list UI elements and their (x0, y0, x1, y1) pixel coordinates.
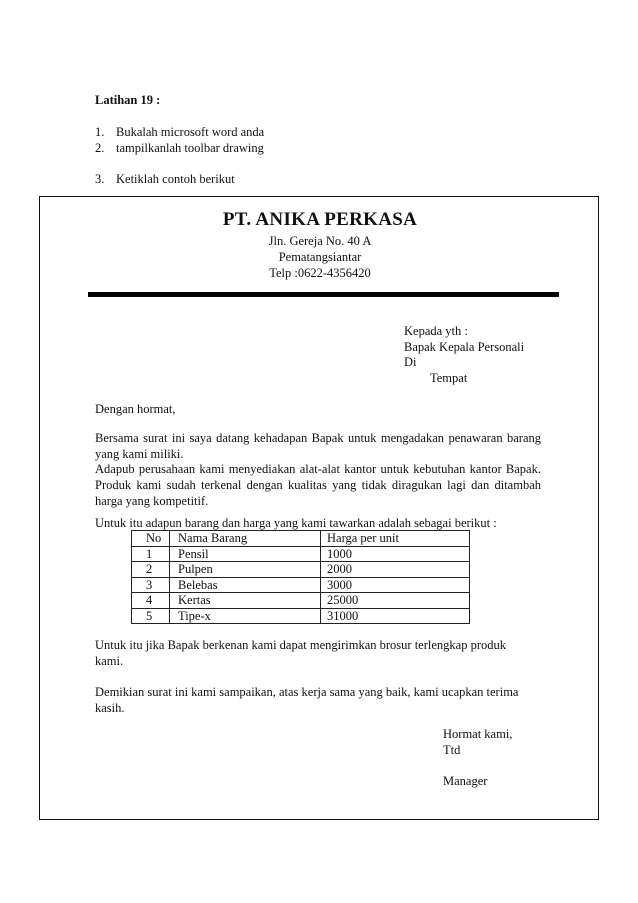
step-number: 1. (95, 125, 105, 139)
cell-unit-price: 31000 (321, 608, 470, 624)
recipient-line-2: Bapak Kepala Personali (404, 340, 525, 354)
cell-item-name: Pensil (170, 546, 321, 562)
cell-item-name: Belebas (170, 577, 321, 593)
table-row (132, 577, 470, 593)
table-header-row (132, 531, 470, 547)
exercise-title: Latihan 19 : (95, 93, 161, 107)
step-1 (95, 125, 265, 140)
cell-item-name: Pulpen (170, 562, 321, 578)
cell-item-name: Tipe-x (170, 608, 321, 624)
company-phone: Telp :0622-4356420 (269, 266, 371, 280)
cell-no: 1 (132, 546, 170, 562)
paragraph-brochure: Untuk itu jika Bapak berkenan kami dapat mengirimkan brosur terlengkap produk kami. (95, 638, 506, 668)
cell-no: 3 (132, 577, 170, 593)
recipient-line-3: Di (404, 355, 417, 369)
paragraph-closing: Demikian surat ini kami sampaikan, atas kerja sama yang baik, kami ucapkan terima kasih. (95, 685, 519, 715)
company-name: PT. ANIKA PERKASA (222, 209, 418, 230)
cell-unit-price: 2000 (321, 562, 470, 578)
cell-unit-price: 3000 (321, 577, 470, 593)
table-intro: Untuk itu adapun barang dan harga yang kami tawarkan adalah sebagai berikut : (95, 516, 497, 530)
closing-position: Manager (443, 774, 488, 788)
recipient-line-4: Tempat (430, 371, 468, 385)
table-row (132, 546, 470, 562)
table-row (132, 593, 470, 609)
cell-no: 5 (132, 608, 170, 624)
step-text: Bukalah microsoft word anda (116, 125, 265, 139)
table-row (132, 562, 470, 578)
step-text: tampilkanlah toolbar drawing (116, 141, 264, 155)
table-row (132, 608, 470, 624)
step-text: Ketiklah contoh berikut (116, 172, 235, 186)
step-2 (95, 141, 264, 156)
price-table (131, 530, 470, 624)
cell-no: 4 (132, 593, 170, 609)
paragraph-offer: Bersama surat ini saya datang kehadapan Bapak untuk mengadakan penawaran barang yang kami miliki. (95, 431, 541, 461)
header-no: No (132, 531, 170, 547)
paragraph-products: Adapub perusahaan kami menyediakan alat-alat kantor untuk kebutuhan kantor Bapak. Produk kami sudah terkenal dengan kualitas yang tidak diragukan lagi dan ditambah harga yang kompetitif. (95, 462, 541, 508)
closing-signed: Ttd (443, 743, 461, 757)
company-address: Jln. Gereja No. 40 A (268, 234, 372, 248)
cell-unit-price: 25000 (321, 593, 470, 609)
step-number: 2. (95, 141, 105, 155)
cell-unit-price: 1000 (321, 546, 470, 562)
cell-item-name: Kertas (170, 593, 321, 609)
company-city: Pematangsiantar (278, 250, 362, 264)
greeting: Dengan hormat, (95, 402, 176, 416)
step-number: 3. (95, 172, 105, 186)
header-unit-price: Harga per unit (321, 531, 470, 547)
recipient-line-1: Kepada yth : (404, 324, 468, 338)
header-item-name: Nama Barang (170, 531, 321, 547)
step-3 (95, 172, 235, 187)
closing-regards: Hormat kami, (443, 727, 513, 741)
letterhead-divider (88, 292, 559, 297)
cell-no: 2 (132, 562, 170, 578)
